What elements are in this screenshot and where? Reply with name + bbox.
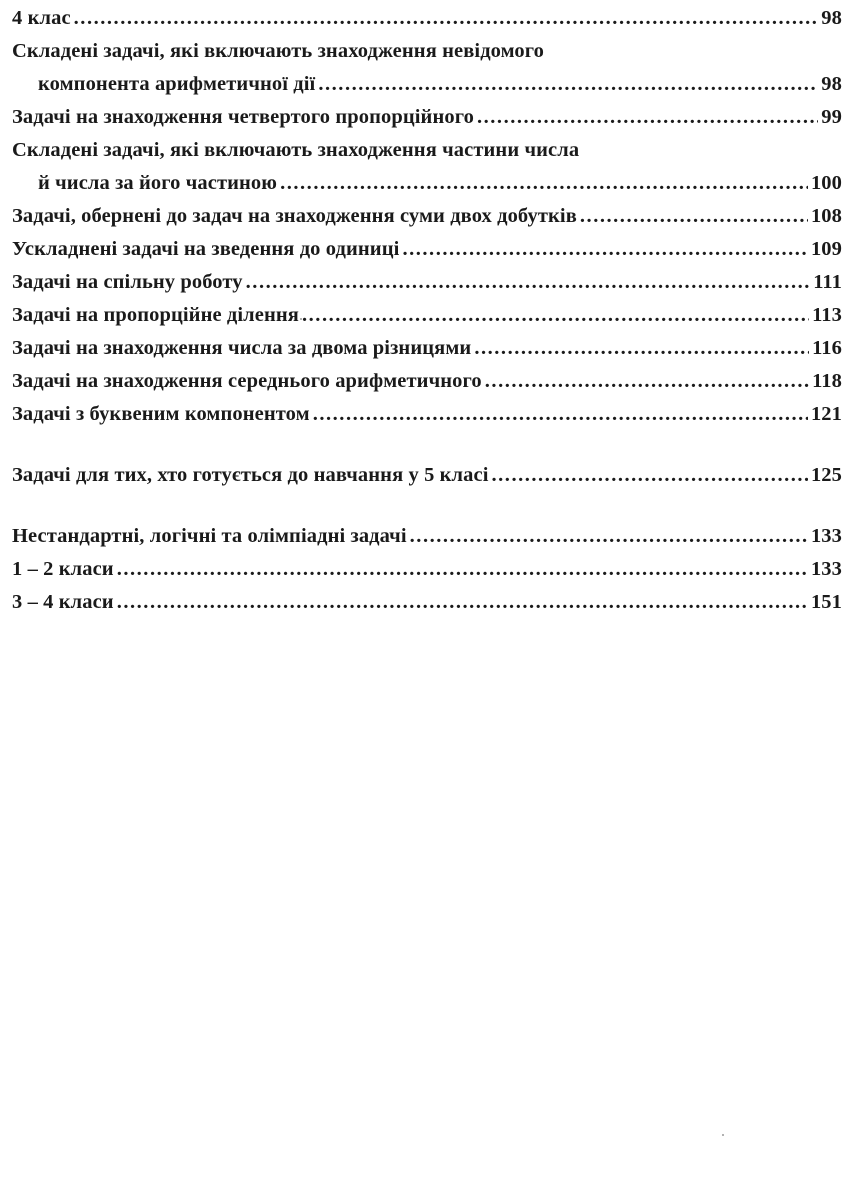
toc-entry-title-line1: Складені задачі, які включають знаходження невідомого — [12, 40, 545, 62]
dot-leader — [117, 586, 808, 619]
toc-entry[interactable] — [12, 200, 842, 233]
toc-entry-olympiad[interactable] — [12, 520, 842, 553]
toc-entry-title-line2: компонента арифметичної дії — [38, 73, 316, 95]
toc-page-number: 113 — [812, 304, 842, 326]
dot-leader — [74, 2, 819, 35]
toc-entry-grades-3-4[interactable] — [12, 586, 842, 619]
toc-page-number: 133 — [810, 525, 842, 547]
scan-speck — [300, 318, 302, 320]
dot-leader — [246, 266, 811, 299]
toc-entry[interactable] — [12, 365, 842, 398]
dot-leader — [477, 101, 818, 134]
toc-entry-title: Задачі на знаходження четвертого пропорційного — [12, 106, 474, 128]
toc-entry-title: Задачі на знаходження середнього арифметичного — [12, 370, 482, 392]
toc-entry[interactable] — [12, 101, 842, 134]
toc-entry[interactable] — [12, 233, 842, 266]
toc-entry[interactable] — [12, 299, 842, 332]
toc-entry-grade4[interactable] — [12, 2, 842, 35]
dot-leader — [313, 398, 808, 431]
toc-entry-grade5-prep[interactable] — [12, 459, 842, 492]
scan-speck — [722, 1134, 724, 1136]
toc-entry-title: Задачі, обернені до задач на знаходження суми двох добутків — [12, 205, 577, 227]
toc-entry[interactable] — [12, 266, 842, 299]
toc-page-number: 118 — [812, 370, 842, 392]
toc-page-number: 125 — [810, 464, 842, 486]
toc-entry-title: Задачі з буквеним компонентом — [12, 403, 310, 425]
toc-entry-title: Задачі для тих, хто готується до навчання у 5 класі — [12, 464, 489, 486]
dot-leader — [117, 553, 808, 586]
toc-entry[interactable] — [12, 134, 842, 200]
toc-page-number: 100 — [810, 172, 842, 194]
toc-entry[interactable] — [12, 398, 842, 431]
toc-page-number: 108 — [810, 205, 842, 227]
toc-entry[interactable] — [12, 35, 842, 101]
toc-page-number: 109 — [810, 238, 842, 260]
toc-entry-title: Задачі на знаходження числа за двома різницями — [12, 337, 472, 359]
dot-leader — [302, 299, 809, 332]
toc-entry-title: 3 – 4 класи — [12, 591, 114, 613]
dot-leader — [492, 459, 808, 492]
toc-entry-title: Нестандартні, логічні та олімпіадні задачі — [12, 525, 407, 547]
toc-entry-title: 1 – 2 класи — [12, 558, 114, 580]
toc-page-number: 111 — [813, 271, 842, 293]
section-gap — [12, 492, 842, 520]
dot-leader — [485, 365, 809, 398]
toc-page-number: 116 — [812, 337, 842, 359]
dot-leader — [402, 233, 808, 266]
dot-leader — [474, 332, 809, 365]
dot-leader — [280, 167, 808, 200]
toc-page-number: 98 — [821, 7, 842, 29]
toc-entry-title: Задачі на пропорційне ділення — [12, 304, 299, 326]
dot-leader — [318, 68, 818, 101]
toc-entry[interactable] — [12, 332, 842, 365]
toc-page-number: 98 — [821, 73, 842, 95]
toc-entry-title-line1: Складені задачі, які включають знаходження частини числа — [12, 139, 580, 161]
toc-page-number: 133 — [810, 558, 842, 580]
toc-page-number: 99 — [821, 106, 842, 128]
toc-entry-grades-1-2[interactable] — [12, 553, 842, 586]
dot-leader — [410, 520, 808, 553]
toc-entry-title-line2: й числа за його частиною — [38, 172, 278, 194]
table-of-contents — [12, 2, 842, 619]
toc-page-number: 121 — [810, 403, 842, 425]
toc-entry-title: Задачі на спільну роботу — [12, 271, 243, 293]
toc-page-number: 151 — [810, 591, 842, 613]
toc-entry-title: Ускладнені задачі на зведення до одиниці — [12, 238, 400, 260]
toc-entry-title: 4 клас — [12, 7, 71, 29]
dot-leader — [580, 200, 808, 233]
section-gap — [12, 431, 842, 459]
